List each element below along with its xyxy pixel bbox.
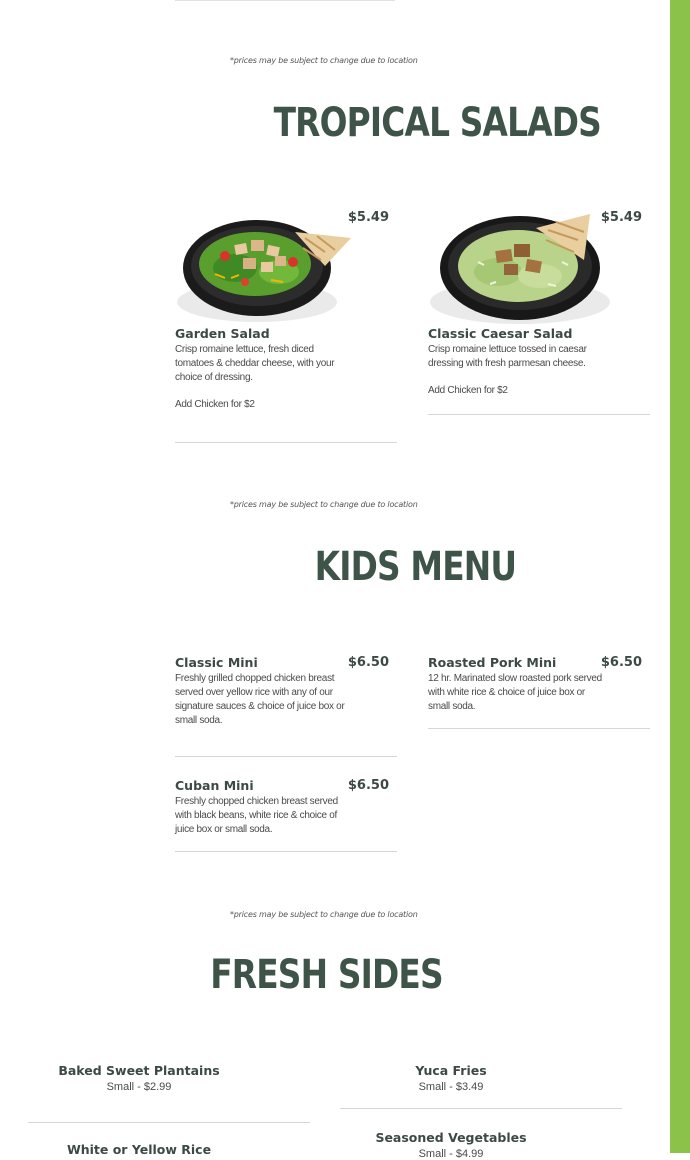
divider bbox=[175, 442, 397, 443]
item-price: $6.50 bbox=[600, 655, 642, 670]
item-price: $6.50 bbox=[347, 778, 389, 793]
divider bbox=[175, 756, 397, 757]
divider bbox=[340, 1108, 622, 1109]
item-price: $5.49 bbox=[347, 210, 389, 225]
price-note: *prices may be subject to change due to location bbox=[230, 500, 418, 509]
item-name: Classic Caesar Salad bbox=[428, 326, 573, 341]
item-description: Crisp romaine lettuce, fresh diced tomatoes & cheddar cheese, with your choice of dressing. bbox=[175, 344, 335, 383]
side-name: Yuca Fries bbox=[415, 1063, 487, 1078]
item-description: Freshly grilled chopped chicken breast served over yellow rice with any of our signature sauces & choice of juice box or small soda. bbox=[175, 673, 345, 726]
section-title-tropical-salads: TROPICAL SALADS bbox=[273, 100, 601, 146]
item-name: Cuban Mini bbox=[175, 778, 254, 793]
side-item-baked-sweet-plantains bbox=[28, 1063, 250, 1093]
item-price: $6.50 bbox=[347, 655, 389, 670]
divider bbox=[428, 728, 650, 729]
divider bbox=[28, 1122, 310, 1123]
side-price: Small - $3.49 bbox=[418, 1081, 484, 1093]
side-price: Small - $4.99 bbox=[418, 1148, 484, 1160]
side-item-yuca-fries bbox=[340, 1063, 562, 1093]
side-item-white-or-yellow-rice bbox=[28, 1142, 250, 1157]
item-name: Roasted Pork Mini bbox=[428, 655, 557, 670]
item-addon: Add Chicken for $2 bbox=[175, 399, 255, 410]
garden-salad-image bbox=[175, 212, 355, 324]
item-description: Freshly chopped chicken breast served with black beans, white rice & choice of juice box or small soda. bbox=[175, 796, 338, 835]
item-price: $5.49 bbox=[600, 210, 642, 225]
side-price: Small - $2.99 bbox=[106, 1081, 172, 1093]
side-name: White or Yellow Rice bbox=[66, 1142, 212, 1157]
section-title-kids-menu: KIDS MENU bbox=[314, 544, 517, 590]
divider bbox=[175, 851, 397, 852]
item-addon: Add Chicken for $2 bbox=[428, 385, 508, 396]
item-name: Classic Mini bbox=[175, 655, 258, 670]
section-title-fresh-sides: FRESH SIDES bbox=[210, 952, 443, 998]
price-note: *prices may be subject to change due to location bbox=[230, 56, 418, 65]
divider bbox=[175, 0, 395, 1]
side-name: Baked Sweet Plantains bbox=[58, 1063, 220, 1078]
side-item-seasoned-vegetables bbox=[340, 1130, 562, 1160]
caesar-salad-image bbox=[428, 210, 623, 328]
item-description: Crisp romaine lettuce tossed in caesar dressing with fresh parmesan cheese. bbox=[428, 344, 587, 369]
item-name: Garden Salad bbox=[175, 326, 270, 341]
item-description: 12 hr. Marinated slow roasted pork served with white rice & choice of juice box or small soda. bbox=[428, 673, 602, 712]
side-name: Seasoned Vegetables bbox=[375, 1130, 527, 1145]
price-note: *prices may be subject to change due to location bbox=[230, 910, 418, 919]
divider bbox=[428, 414, 650, 415]
accent-side-bar bbox=[670, 0, 690, 1153]
